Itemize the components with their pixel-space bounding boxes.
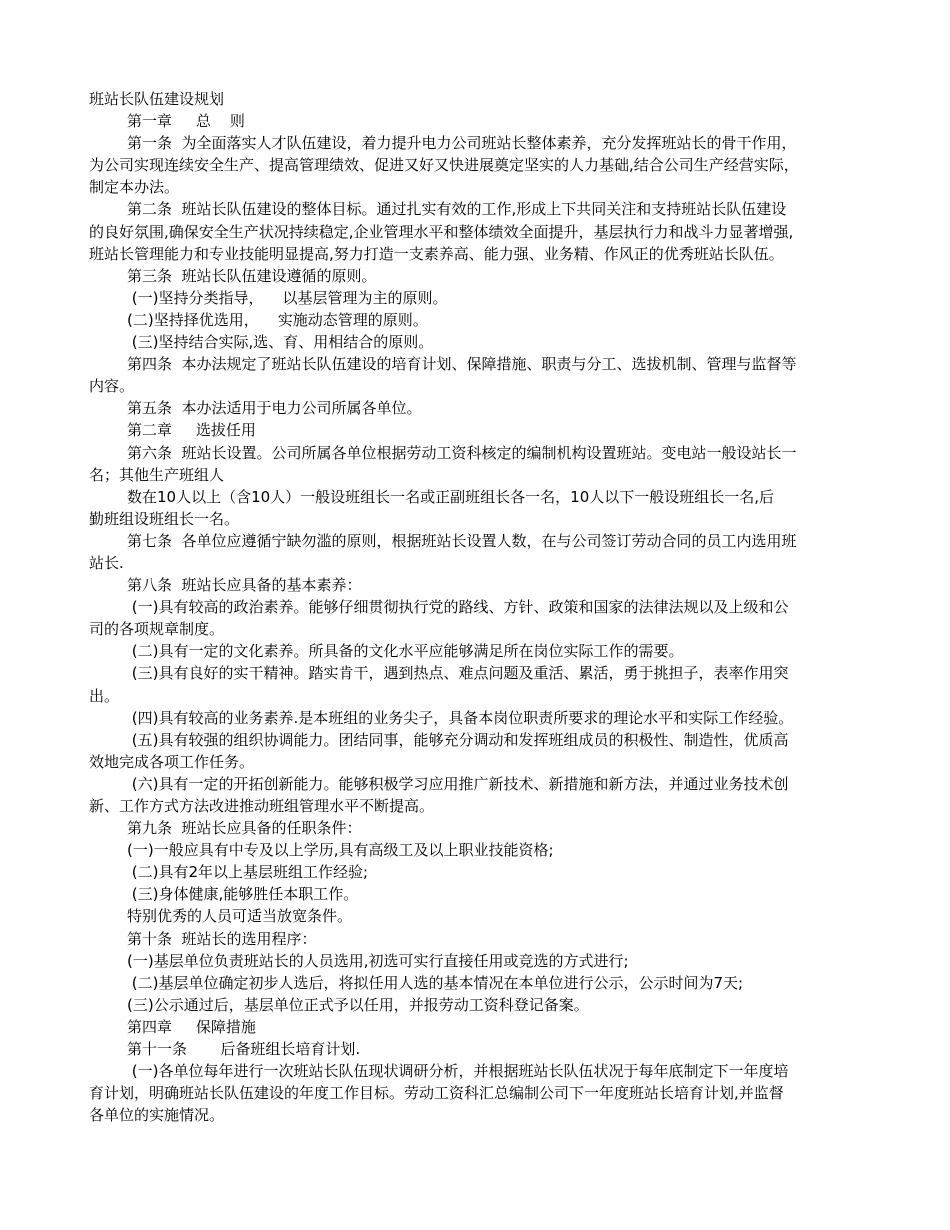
- text-line: 育计划，明确班站长队伍建设的年度工作目标。劳动工资科汇总编制公司下一年度班站长培育计划,并监督: [89, 1084, 784, 1103]
- text-line: 新、工作方式方法改进推动班组管理水平不断提高。: [89, 797, 435, 815]
- text-line: 效地完成各项工作任务。: [89, 752, 255, 771]
- text-line: (三)坚持结合实际,选、育、用相结合的原则。: [127, 333, 434, 352]
- text-line: 第二章 选拔任用: [127, 421, 256, 440]
- text-line: 第五条 本办法适用于电力公司所属各单位。: [127, 399, 422, 418]
- text-line: (二)具有一定的文化素养。所具备的文化水平应能够满足所在岗位实际工作的需要。: [127, 642, 684, 661]
- text-line: 司的各项规章制度。: [89, 620, 225, 639]
- text-line: 为公司实现连续安全生产、提高管理绩效、促进又好又快进展奠定坚实的人力基础,结合公司生产经营实际，: [89, 156, 799, 175]
- text-line: 勤班组设班组长一名。: [89, 509, 240, 528]
- document-body: [89, 110, 869, 1126]
- text-line: (三)公示通过后，基层单位正式予以任用，并报劳动工资科登记备案。: [127, 995, 589, 1014]
- text-line: 第三条 班站长队伍建设遵循的原则。: [127, 266, 377, 285]
- text-line: 站长.: [89, 553, 124, 572]
- document-title: 班站长队伍建设规划: [89, 90, 225, 108]
- text-line: 数在10人以上（含10人）一般设班组长一名或正副班组长各一名，10人以下一般设班组长一名,后: [127, 487, 775, 506]
- text-line: (五)具有较强的组织协调能力。团结同事，能够充分调动和发挥班组成员的积极性、制造性，优质高: [127, 730, 789, 749]
- text-line: (六)具有一定的开拓创新能力。能够积极学习应用推广新技术、新措施和新方法，并通过业务技术创: [127, 774, 789, 793]
- text-line: (三)身体健康,能够胜任本职工作。: [127, 885, 359, 904]
- text-line: (一)基层单位负责班站长的人员选用,初选可实行直接任用或竞选的方式进行;: [127, 951, 629, 970]
- text-line: 第四章 保障措施: [127, 1017, 256, 1036]
- text-line: 特别优秀的人员可适当放宽条件。: [127, 907, 353, 926]
- text-line: 各单位的实施情况。: [89, 1106, 225, 1125]
- text-line: 第七条 各单位应遵循宁缺勿滥的原则，根据班站长设置人数，在与公司签订劳动合同的员工内选用班: [127, 531, 797, 550]
- text-line: 制定本办法。: [89, 178, 180, 197]
- text-line: 第十条 班站长的选用程序：: [127, 929, 317, 948]
- text-line: 第四条 本办法规定了班站长队伍建设的培育计划、保障措施、职责与分工、选拔机制、管理与监督等: [127, 355, 797, 374]
- text-line: 内容。: [89, 377, 135, 396]
- text-line: (二)具有2年以上基层班组工作经验;: [127, 863, 369, 882]
- text-line: 第十一条 后备班组长培育计划.: [127, 1040, 361, 1059]
- text-line: 第一条 为全面落实人才队伍建设，着力提升电力公司班站长整体素养，充分发挥班站长的骨干作用，: [127, 134, 797, 153]
- document-page: [89, 88, 869, 1126]
- text-line: 第八条 班站长应具备的基本素养：: [127, 576, 362, 595]
- text-line: (一)坚持分类指导， 以基层管理为主的原则。: [127, 288, 448, 307]
- text-line: 第一章 总 则: [127, 112, 245, 131]
- text-line: 第二条 班站长队伍建设的整体目标。通过扎实有效的工作,形成上下共同关注和支持班站长队伍建设: [127, 200, 787, 219]
- text-line: (三)具有良好的实干精神。踏实肯干，遇到热点、难点问题及重活、累活，勇于挑担子，表率作用突: [127, 664, 789, 683]
- text-line: (四)具有较高的业务素养.是本班组的业务尖子，具备本岗位职责所要求的理论水平和实际工作经验。: [127, 708, 794, 727]
- text-line: 第九条 班站长应具备的任职条件：: [127, 819, 362, 838]
- text-line: (二)坚持择优选用， 实施动态管理的原则。: [127, 310, 428, 329]
- text-line: 第六条 班站长设置。公司所属各单位根据劳动工资科核定的编制机构设置班站。变电站一般设站长一: [127, 443, 797, 462]
- text-line: 名；其他生产班组人: [89, 465, 225, 484]
- text-line: 出。: [89, 686, 120, 705]
- text-line: (二)基层单位确定初步人选后，将拟任用人选的基本情况在本单位进行公示，公示时间为7天;: [127, 973, 744, 992]
- text-line: 的良好氛围,确保安全生产状况持续稳定,企业管理水平和整体绩效全面提升，基层执行力和战斗力显著增强,: [89, 222, 794, 241]
- text-line: (一)具有较高的政治素养。能够仔细贯彻执行党的路线、方针、政策和国家的法律法规以及上级和公: [127, 598, 789, 617]
- text-line: 班站长管理能力和专业技能明显提高,努力打造一支素养高、能力强、业务精、作风正的优秀班站长队伍。: [89, 244, 784, 263]
- text-line: (一)一般应具有中专及以上学历,具有高级工及以上职业技能资格;: [127, 841, 554, 860]
- text-line: (一)各单位每年进行一次班站长队伍现状调研分析，并根据班站长队伍状况于每年底制定下一年度培: [127, 1062, 789, 1081]
